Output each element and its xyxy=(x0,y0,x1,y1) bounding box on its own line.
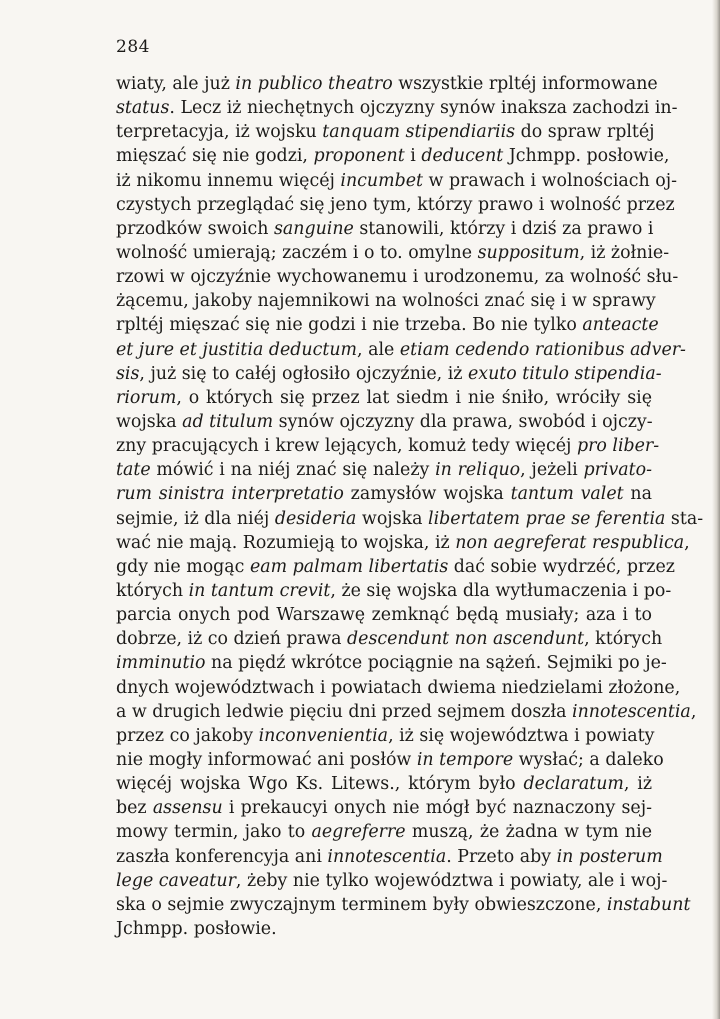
text-segment: przez co jakoby xyxy=(116,725,259,746)
text-segment: wolność umierają; zaczém i o to. omylne xyxy=(116,242,478,263)
text-line xyxy=(116,676,681,700)
text-line xyxy=(116,362,662,386)
text-segment: na xyxy=(623,484,652,505)
italic-latin-phrase: riorum xyxy=(116,387,177,408)
text-line xyxy=(116,772,652,796)
text-segment: , iż xyxy=(623,774,653,795)
text-segment: sejmie, iż dla niéj xyxy=(116,508,275,529)
italic-latin-phrase: sanguine xyxy=(273,218,354,239)
text-segment: , żeby nie tylko województwa i powiaty, ale i woj- xyxy=(235,870,668,891)
italic-latin-phrase: imminutio xyxy=(116,653,206,674)
text-segment: żącemu, jakoby najemnikowi na wolności znać się i w sprawy xyxy=(116,291,656,312)
text-line xyxy=(116,193,675,217)
italic-latin-phrase: tantum valet xyxy=(510,484,624,505)
text-segment: rpltéj mięszać się nie godzi i nie trzeba. Bo nie tylko xyxy=(116,315,583,336)
text-segment: zamysłów wojska xyxy=(343,484,511,505)
italic-latin-phrase: innotescentia xyxy=(572,701,691,722)
text-line xyxy=(116,410,652,434)
text-line xyxy=(116,458,652,482)
text-line xyxy=(116,869,668,893)
text-segment: , ale xyxy=(357,339,400,360)
text-segment: , jeżeli xyxy=(520,460,584,481)
text-segment: dnych województwach i powiatach dwiema niedzielami złożone, xyxy=(116,677,681,698)
italic-latin-phrase: instabunt xyxy=(606,894,691,915)
italic-latin-phrase: proponent xyxy=(313,146,405,167)
italic-latin-phrase: descendunt non ascendunt xyxy=(347,629,585,650)
italic-latin-phrase: lege caveatur xyxy=(116,870,236,891)
text-line xyxy=(116,144,670,168)
italic-latin-phrase: in posterum xyxy=(556,846,663,867)
italic-latin-phrase: libertatem prae se ferentia xyxy=(428,508,666,529)
text-line xyxy=(116,651,667,675)
italic-latin-phrase: innotescentia xyxy=(327,846,447,867)
text-segment: zny pracujących i krew lejących, komuż tedy więcéj xyxy=(116,436,577,457)
text-line xyxy=(116,169,677,193)
text-segment: , już się to całéj ogłosiło ojczyźnie, iż xyxy=(139,363,468,384)
italic-latin-phrase: rum sinistra interpretatio xyxy=(116,484,344,505)
text-line xyxy=(116,72,658,96)
text-line xyxy=(116,482,652,506)
text-segment: i xyxy=(404,146,422,167)
italic-latin-phrase: anteacte xyxy=(582,315,659,336)
italic-latin-phrase: declaratum xyxy=(523,774,624,795)
italic-latin-phrase: pro liber- xyxy=(576,436,660,457)
text-segment: synów ojczyzny dla prawa, swobód i ojczy- xyxy=(273,411,653,432)
italic-latin-phrase: suppositum xyxy=(477,242,580,263)
text-line xyxy=(116,265,679,289)
text-segment: i prekaucyi onych nie mógł być naznaczony sej- xyxy=(222,798,652,819)
text-line xyxy=(116,603,652,627)
text-segment: przodków swoich xyxy=(116,218,274,239)
text-segment: zaszła konferencyja ani xyxy=(116,846,328,867)
text-segment: . Przeto aby xyxy=(446,846,557,867)
text-segment: , których xyxy=(584,629,663,650)
text-segment: Jchmpp. posłowie, xyxy=(503,146,670,167)
body-text xyxy=(116,72,704,941)
italic-latin-phrase: non aegreferat respublica xyxy=(455,532,685,553)
text-line xyxy=(116,120,655,144)
text-line xyxy=(116,820,652,844)
text-segment: wać nie mają. Rozumieją to wojska, iż xyxy=(116,532,456,553)
text-segment: , iż się województwa i powiaty xyxy=(388,725,655,746)
text-line xyxy=(116,386,652,410)
text-segment: wiaty, ale już xyxy=(116,74,236,94)
text-line xyxy=(116,434,660,458)
italic-latin-phrase: privato- xyxy=(583,460,652,481)
text-line xyxy=(116,700,697,724)
text-segment: dobrze, iż co dzień prawa xyxy=(116,629,348,650)
text-line xyxy=(116,338,686,362)
text-segment: wojska xyxy=(116,411,183,432)
text-line xyxy=(116,845,663,869)
text-line xyxy=(116,241,670,265)
italic-latin-phrase: ad titulum xyxy=(182,411,274,432)
text-segment: ska o sejmie zwyczajnym terminem były obwieszczone, xyxy=(116,894,607,915)
text-line xyxy=(116,724,655,748)
text-line xyxy=(116,917,652,941)
italic-latin-phrase: sis xyxy=(116,363,140,384)
text-segment: mówić i na niéj znać się należy xyxy=(150,460,436,481)
text-segment: gdy nie mogąc xyxy=(116,556,250,577)
italic-latin-phrase: incumbet xyxy=(340,170,424,191)
text-segment: bez xyxy=(116,798,153,819)
text-segment: , o których się przez lat siedm i nie śniło, wróciły się xyxy=(176,387,652,408)
italic-latin-phrase: desideria xyxy=(274,508,357,529)
italic-latin-phrase: aegreferre xyxy=(311,822,406,843)
text-segment: , iż żołnie- xyxy=(579,242,670,263)
page-number: 284 xyxy=(116,37,150,57)
text-segment: do spraw rpltéj xyxy=(515,122,655,143)
text-line xyxy=(116,555,675,579)
italic-latin-phrase: inconvenientia xyxy=(258,725,389,746)
text-segment: rzowi w ojczyźnie wychowanemu i urodzonemu, za wolność słu- xyxy=(116,267,679,288)
text-segment: nie mogły informować ani posłów xyxy=(116,749,417,770)
italic-latin-phrase: eam palmam libertatis xyxy=(249,556,449,577)
italic-latin-phrase: etiam cedendo rationibus adver- xyxy=(399,339,686,360)
text-line xyxy=(116,627,663,651)
text-segment: Jchmpp. posłowie. xyxy=(116,918,277,939)
text-segment: , że się wojska dla wytłumaczenia i po- xyxy=(330,580,672,601)
italic-latin-phrase: assensu xyxy=(152,798,223,819)
text-segment: więcéj wojska Wgo Ks. Litews., którym było xyxy=(116,774,524,795)
text-line xyxy=(116,507,704,531)
italic-latin-phrase: in tempore xyxy=(416,749,514,770)
text-segment: mięszać się nie godzi, xyxy=(116,146,314,167)
italic-latin-phrase: et jure et justitia deductum xyxy=(116,339,358,360)
text-segment: czystych przeglądać się jeno tym, którzy prawo i wolność przez xyxy=(116,194,675,215)
text-segment: mowy termin, jako to xyxy=(116,822,312,843)
text-segment: . Lecz iż niechętnych ojczyzny synów inaksza zachodzi in- xyxy=(169,98,678,119)
text-segment: których xyxy=(116,580,189,601)
text-segment: , xyxy=(684,532,690,553)
text-line xyxy=(116,531,690,555)
italic-latin-phrase: in publico theatro xyxy=(235,74,393,94)
text-segment: sta- xyxy=(665,508,704,529)
text-segment: , xyxy=(690,701,697,722)
italic-latin-phrase: deducent xyxy=(421,146,504,167)
text-line xyxy=(116,748,664,772)
text-line xyxy=(116,289,656,313)
text-segment: a w drugich ledwie pięciu dni przed sejmem doszła xyxy=(116,701,573,722)
italic-latin-phrase: in tantum crevit xyxy=(188,580,331,601)
text-line xyxy=(116,893,691,917)
italic-latin-phrase: exuto titulo stipendia- xyxy=(467,363,662,384)
text-segment: muszą, że żadna w tym nie xyxy=(405,822,652,843)
text-line xyxy=(116,96,678,120)
text-segment: parcia onych pod Warszawę zemknąć będą musiały; aza i to xyxy=(116,605,652,626)
page-edge-shadow xyxy=(712,0,720,1019)
text-segment: wojska xyxy=(356,508,429,529)
text-segment: dać sobie wydrzéć, przez xyxy=(448,556,675,577)
italic-latin-phrase: tanquam stipendiariis xyxy=(322,122,516,143)
italic-latin-phrase: in reliquo xyxy=(435,460,521,481)
text-line xyxy=(116,313,659,337)
text-line xyxy=(116,796,652,820)
text-line xyxy=(116,217,652,241)
text-segment: wysłać; a daleko xyxy=(513,749,664,770)
text-segment: na piędź wkrótce pociągnie na sążeń. Sejmiki po je- xyxy=(205,653,667,674)
text-segment: w prawach i wolnościach oj- xyxy=(423,170,677,191)
text-segment: terpretacyja, iż wojsku xyxy=(116,122,323,143)
text-line xyxy=(116,579,672,603)
italic-latin-phrase: status xyxy=(116,98,170,119)
text-segment: iż nikomu innemu więcéj xyxy=(116,170,341,191)
text-segment: stanowili, którzy i dziś za prawo i xyxy=(353,218,654,239)
italic-latin-phrase: tate xyxy=(116,460,151,481)
text-segment: wszystkie rpltéj informowane xyxy=(392,74,658,94)
